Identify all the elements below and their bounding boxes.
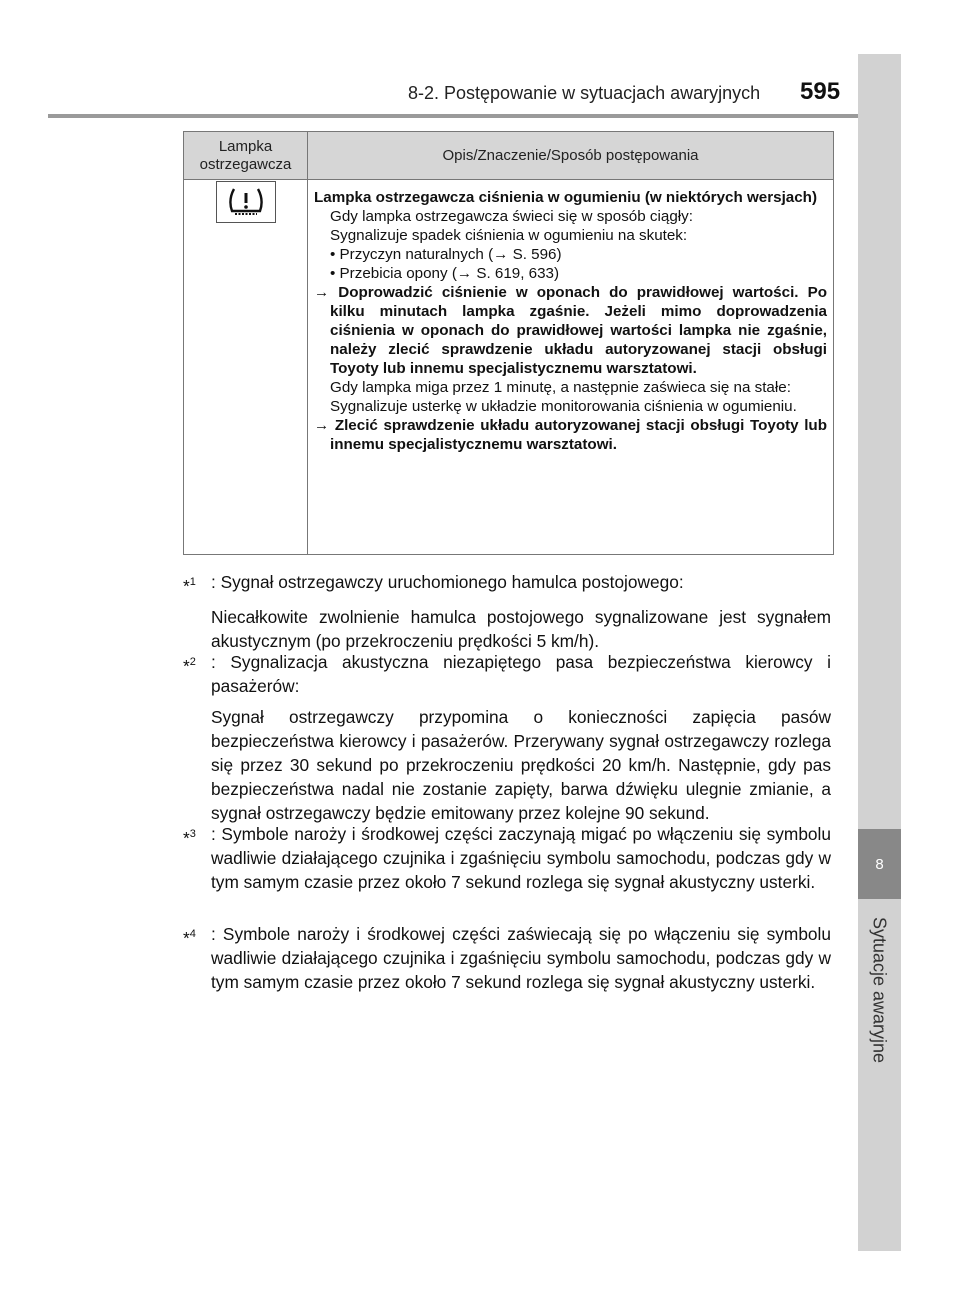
footnote-marker	[183, 922, 211, 994]
footnote-marker	[183, 822, 211, 894]
cause-natural-text: • Przyczyn naturalnych (	[330, 246, 494, 263]
asterisk: *	[183, 927, 190, 948]
section-title: 8-2. Postępowanie w sytuacjach awaryjnych	[408, 83, 761, 103]
footnote-text: : Symbole naroży i środkowej części zaświecają się po włączeniu się symbolu wadliwie działającego czujnika i zgaśnięciu symbolu samochodu, podczas gdy w tym samym czasie przez około 7 sekund rozlega się sygnał akustyczny usterki.	[211, 924, 831, 992]
table-header-row	[184, 132, 834, 180]
action-inflate-text: Doprowadzić ciśnienie w oponach do prawidłowej wartości. Po kilku minutach lampka zgaśnie. Jeżeli mimo doprowadzenia ciśnienia w oponach do prawidłowej wartości lampka nie zgaśnie, należy zlecić sprawdzenie układu autoryzowanej stacji obsługi Toyoty lub innemu specjalistycznemu warsztatowi.	[330, 284, 827, 377]
footnote-heading: : Sygnał ostrzegawczy uruchomionego hamulca postojowego:	[211, 572, 684, 592]
blink-signal: Sygnalizuje usterkę w układzie monitorowania ciśnienia w ogumieniu.	[330, 398, 797, 415]
footnote-text: : Symbole naroży i środkowej części zaczynają migać po włączeniu się symbolu wadliwie działającego czujnika i zgaśnięciu symbolu samochodu, podczas gdy w tym samym czasie przez około 7 sekund rozlega się sygnał akustyczny usterki.	[211, 824, 831, 892]
steady-condition: Gdy lampka ostrzegawcza świeci się w sposób ciągły:	[330, 208, 693, 225]
footnote-number: 1	[189, 576, 196, 588]
page-number: 595	[800, 78, 841, 105]
column-header-lamp: Lampka ostrzegawcza	[184, 132, 308, 180]
footnote-marker	[183, 650, 211, 698]
arrow-glyph: →	[314, 284, 330, 301]
footnote-number: 3	[189, 828, 196, 840]
footnote-3	[183, 822, 831, 894]
action-service	[314, 416, 827, 454]
asterisk: *	[183, 827, 190, 848]
steady-signal: Sygnalizuje spadek ciśnienia w ogumieniu na skutek:	[330, 227, 688, 244]
lamp-description-cell	[308, 180, 834, 555]
lamp-icon-cell	[184, 180, 308, 555]
footnote-body: Sygnał ostrzegawczy przypomina o konieczności zapięcia pasów bezpieczeństwa kierowcy i pasażerów. Przerywany sygnał ostrzegawczy rozlega się przez 30 sekund po przekroczeniu prędkości 20 km/h. Następnie, gdy pas bezpieczeństwa nadal nie zostanie zapięty, barwa dźwięku ulegnie zmianie, a sygnał ostrzegawczy będzie emitowany przez kolejne 90 sekund.	[211, 707, 831, 823]
cause-puncture-ref: S. 619, 633)	[476, 265, 560, 282]
table-row	[184, 180, 834, 555]
cause-natural-ref: S. 596)	[512, 246, 562, 263]
footnote-marker	[183, 570, 211, 598]
footnote-body: Niecałkowite zwolnienie hamulca postojowego sygnalizowane jest sygnałem akustycznym (po przekroczeniu prędkości 5 km/h).	[211, 606, 831, 651]
chapter-number-box	[858, 829, 901, 899]
arrow-glyph: →	[314, 417, 330, 434]
cause-puncture-text: • Przebicia opony (	[330, 265, 457, 282]
footnote-number: 2	[189, 656, 196, 668]
lamp-title: Lampka ostrzegawcza ciśnienia w ogumieniu (w niektórych wersjach)	[314, 189, 818, 206]
arrow-glyph: →	[493, 246, 509, 263]
footnote-heading: : Sygnalizacja akustyczna niezapiętego pasa bezpieczeństwa kierowcy i pasażerów:	[211, 652, 831, 696]
asterisk: *	[183, 575, 190, 596]
chapter-label: Sytuacje awaryjne	[869, 916, 890, 1064]
column-header-description: Opis/Znaczenie/Sposób postępowania	[308, 132, 834, 180]
footnote-2	[183, 650, 831, 825]
footnote-4	[183, 922, 831, 994]
action-service-text: Zlecić sprawdzenie układu autoryzowanej stacji obsługi Toyoty lub innemu specjalistycznemu warsztatowi.	[330, 417, 827, 453]
header-rule	[48, 114, 860, 118]
footnote-1	[183, 570, 831, 653]
asterisk: *	[183, 655, 190, 676]
warning-lamp-table	[183, 131, 834, 555]
blink-condition: Gdy lampka miga przez 1 minutę, a następnie zaświeca się na stałe:	[330, 379, 791, 396]
chapter-number: 8	[875, 855, 884, 873]
tire-pressure-warning-icon	[216, 181, 276, 223]
footnote-number: 4	[189, 928, 196, 940]
chapter-side-tab	[858, 54, 901, 1251]
action-inflate	[314, 283, 827, 378]
cause-puncture	[314, 264, 827, 283]
arrow-glyph: →	[456, 265, 473, 282]
cause-natural	[314, 245, 827, 264]
